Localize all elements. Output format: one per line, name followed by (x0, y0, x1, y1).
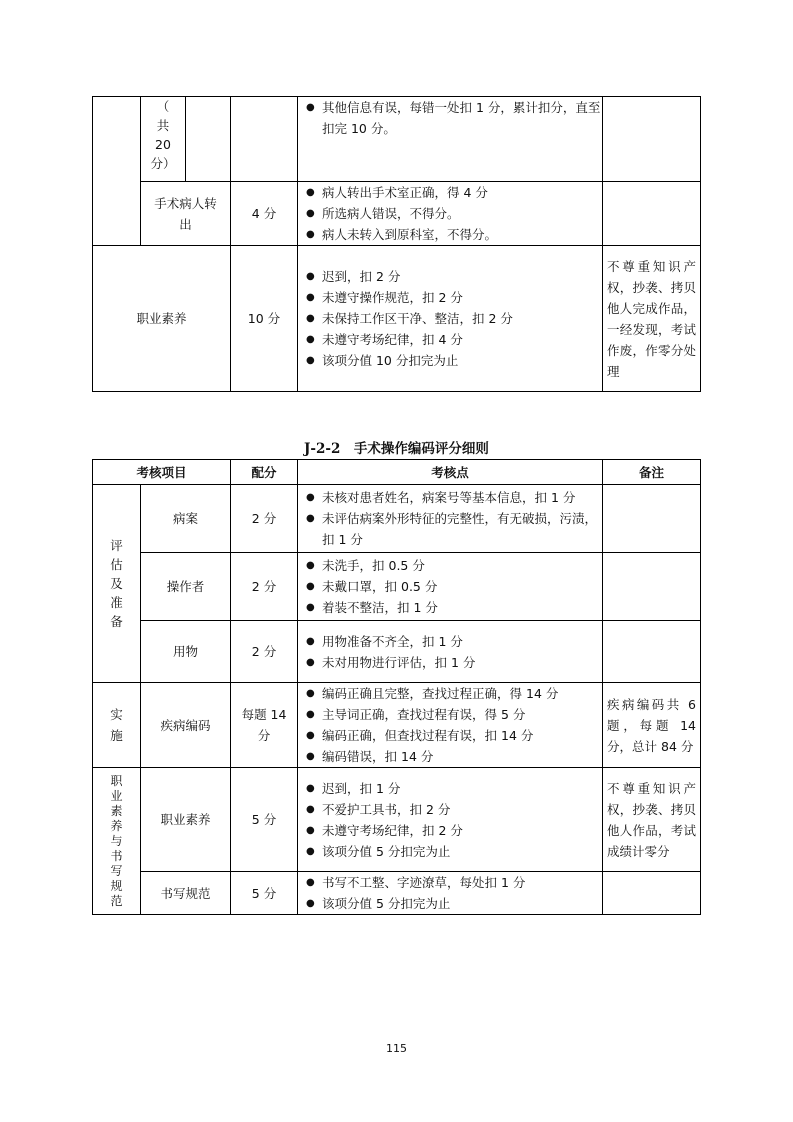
point-item: ● 主导词正确，查找过程有误，得 5 分 (306, 704, 602, 725)
empty-cell (231, 97, 298, 182)
item-label: 职业素养 (141, 768, 231, 872)
point-item: ● 所选病人错误，不得分。 (306, 203, 602, 224)
item-label: 用物 (141, 621, 231, 683)
table-row (93, 621, 701, 683)
group-label-assessment: 评估及准备 (93, 485, 141, 683)
item-label: 病案 (141, 485, 231, 553)
point-item: ● 不爱护工具书，扣 2 分 (306, 799, 602, 820)
top-score-table (92, 96, 701, 392)
remark-note: 不尊重知识产权，抄袭、拷贝他人作品，考试成绩计零分 (603, 768, 701, 872)
assessment-points (298, 872, 603, 915)
assessment-points (298, 768, 603, 872)
point-item: ● 未遵守考场纪律，扣 4 分 (306, 329, 602, 350)
score-value: 2 分 (231, 485, 298, 553)
table-row (93, 683, 701, 768)
score-value: 5 分 (231, 768, 298, 872)
top-row-professionalism (93, 246, 701, 392)
item-label: 手术病人转出 (141, 182, 231, 246)
point-item: ● 未洗手，扣 0.5 分 (306, 555, 602, 576)
top-row-patient-transfer (93, 182, 701, 246)
empty-cell (603, 872, 701, 915)
remark-note: 疾病编码共 6 题，每题 14 分，总计 84 分 (603, 683, 701, 768)
top-row-other-info (93, 97, 701, 182)
table-row (93, 768, 701, 872)
point-item: ● 未评估病案外形特征的完整性，有无破损，污渍，扣 1 分 (306, 508, 602, 550)
table-row (93, 485, 701, 553)
point-item: ● 迟到，扣 1 分 (306, 778, 602, 799)
point-item: ● 未遵守操作规范，扣 2 分 (306, 287, 602, 308)
point-item: ● 病人转出手术室正确，得 4 分 (306, 182, 602, 203)
assessment-points (298, 182, 603, 246)
score-value: 4 分 (231, 182, 298, 246)
header-score: 配分 (231, 460, 298, 485)
group-label-professionalism: 职业素养与书写规范 (93, 768, 141, 915)
point-item: ● 该项分值 5 分扣完为止 (306, 893, 602, 914)
point-item: ● 编码正确且完整，查找过程正确，得 14 分 (306, 683, 602, 704)
point-item: ● 着装不整洁，扣 1 分 (306, 597, 602, 618)
item-label: 书写规范 (141, 872, 231, 915)
point-item: ● 未核对患者姓名，病案号等基本信息，扣 1 分 (306, 487, 602, 508)
point-item: ● 编码正确，但查找过程有误，扣 14 分 (306, 725, 602, 746)
empty-cell (603, 485, 701, 553)
point-item: ● 该项分值 10 分扣完为止 (306, 350, 602, 371)
section-title: J-2-2 手术操作编码评分细则 (304, 441, 489, 457)
assessment-points (298, 97, 603, 182)
item-label: 操作者 (141, 553, 231, 621)
item-label: 职业素养 (93, 246, 231, 392)
group-label-implementation: 实施 (93, 683, 141, 768)
surgery-coding-score-table (92, 459, 701, 915)
score-value: 10 分 (231, 246, 298, 392)
empty-cell (603, 182, 701, 246)
point-item: ● 书写不工整、字迹潦草，每处扣 1 分 (306, 872, 602, 893)
point-item: ● 用物准备不齐全，扣 1 分 (306, 631, 602, 652)
point-item: ● 编码错误，扣 14 分 (306, 746, 602, 767)
point-item: ● 未对用物进行评估，扣 1 分 (306, 652, 602, 673)
remark-note: 不尊重知识产权，抄袭、拷贝他人完成作品，一经发现，考试作废，作零分处理 (603, 246, 701, 392)
header-note: 备注 (603, 460, 701, 485)
score-value: 2 分 (231, 553, 298, 621)
table-row (93, 872, 701, 915)
score-value: 每题 14 分 (231, 683, 298, 768)
point-item: ● 未保持工作区干净、整洁，扣 2 分 (306, 308, 602, 329)
score-value: 5 分 (231, 872, 298, 915)
point-item: ● 未遵守考场纪律，扣 2 分 (306, 820, 602, 841)
assessment-points (298, 553, 603, 621)
score-value: 2 分 (231, 621, 298, 683)
table-header-row (93, 460, 701, 485)
assessment-points (298, 683, 603, 768)
table-row (93, 553, 701, 621)
empty-cell (603, 621, 701, 683)
score-group-label: （ 共 20 分） (141, 97, 186, 182)
empty-cell (603, 553, 701, 621)
empty-cell (603, 97, 701, 182)
assessment-points (298, 246, 603, 392)
point-item: ● 病人未转入到原科室，不得分。 (306, 224, 602, 245)
assessment-points (298, 621, 603, 683)
point-item: ● 未戴口罩，扣 0.5 分 (306, 576, 602, 597)
empty-cell (93, 97, 141, 246)
point-item: ● 其他信息有误，每错一处扣 1 分，累计扣分，直至扣完 10 分。 (306, 97, 602, 139)
item-label: 疾病编码 (141, 683, 231, 768)
assessment-points (298, 485, 603, 553)
empty-cell (186, 97, 231, 182)
header-item: 考核项目 (93, 460, 231, 485)
page-number: 115 (386, 1042, 407, 1055)
header-points: 考核点 (298, 460, 603, 485)
point-item: ● 该项分值 5 分扣完为止 (306, 841, 602, 862)
point-item: ● 迟到，扣 2 分 (306, 266, 602, 287)
